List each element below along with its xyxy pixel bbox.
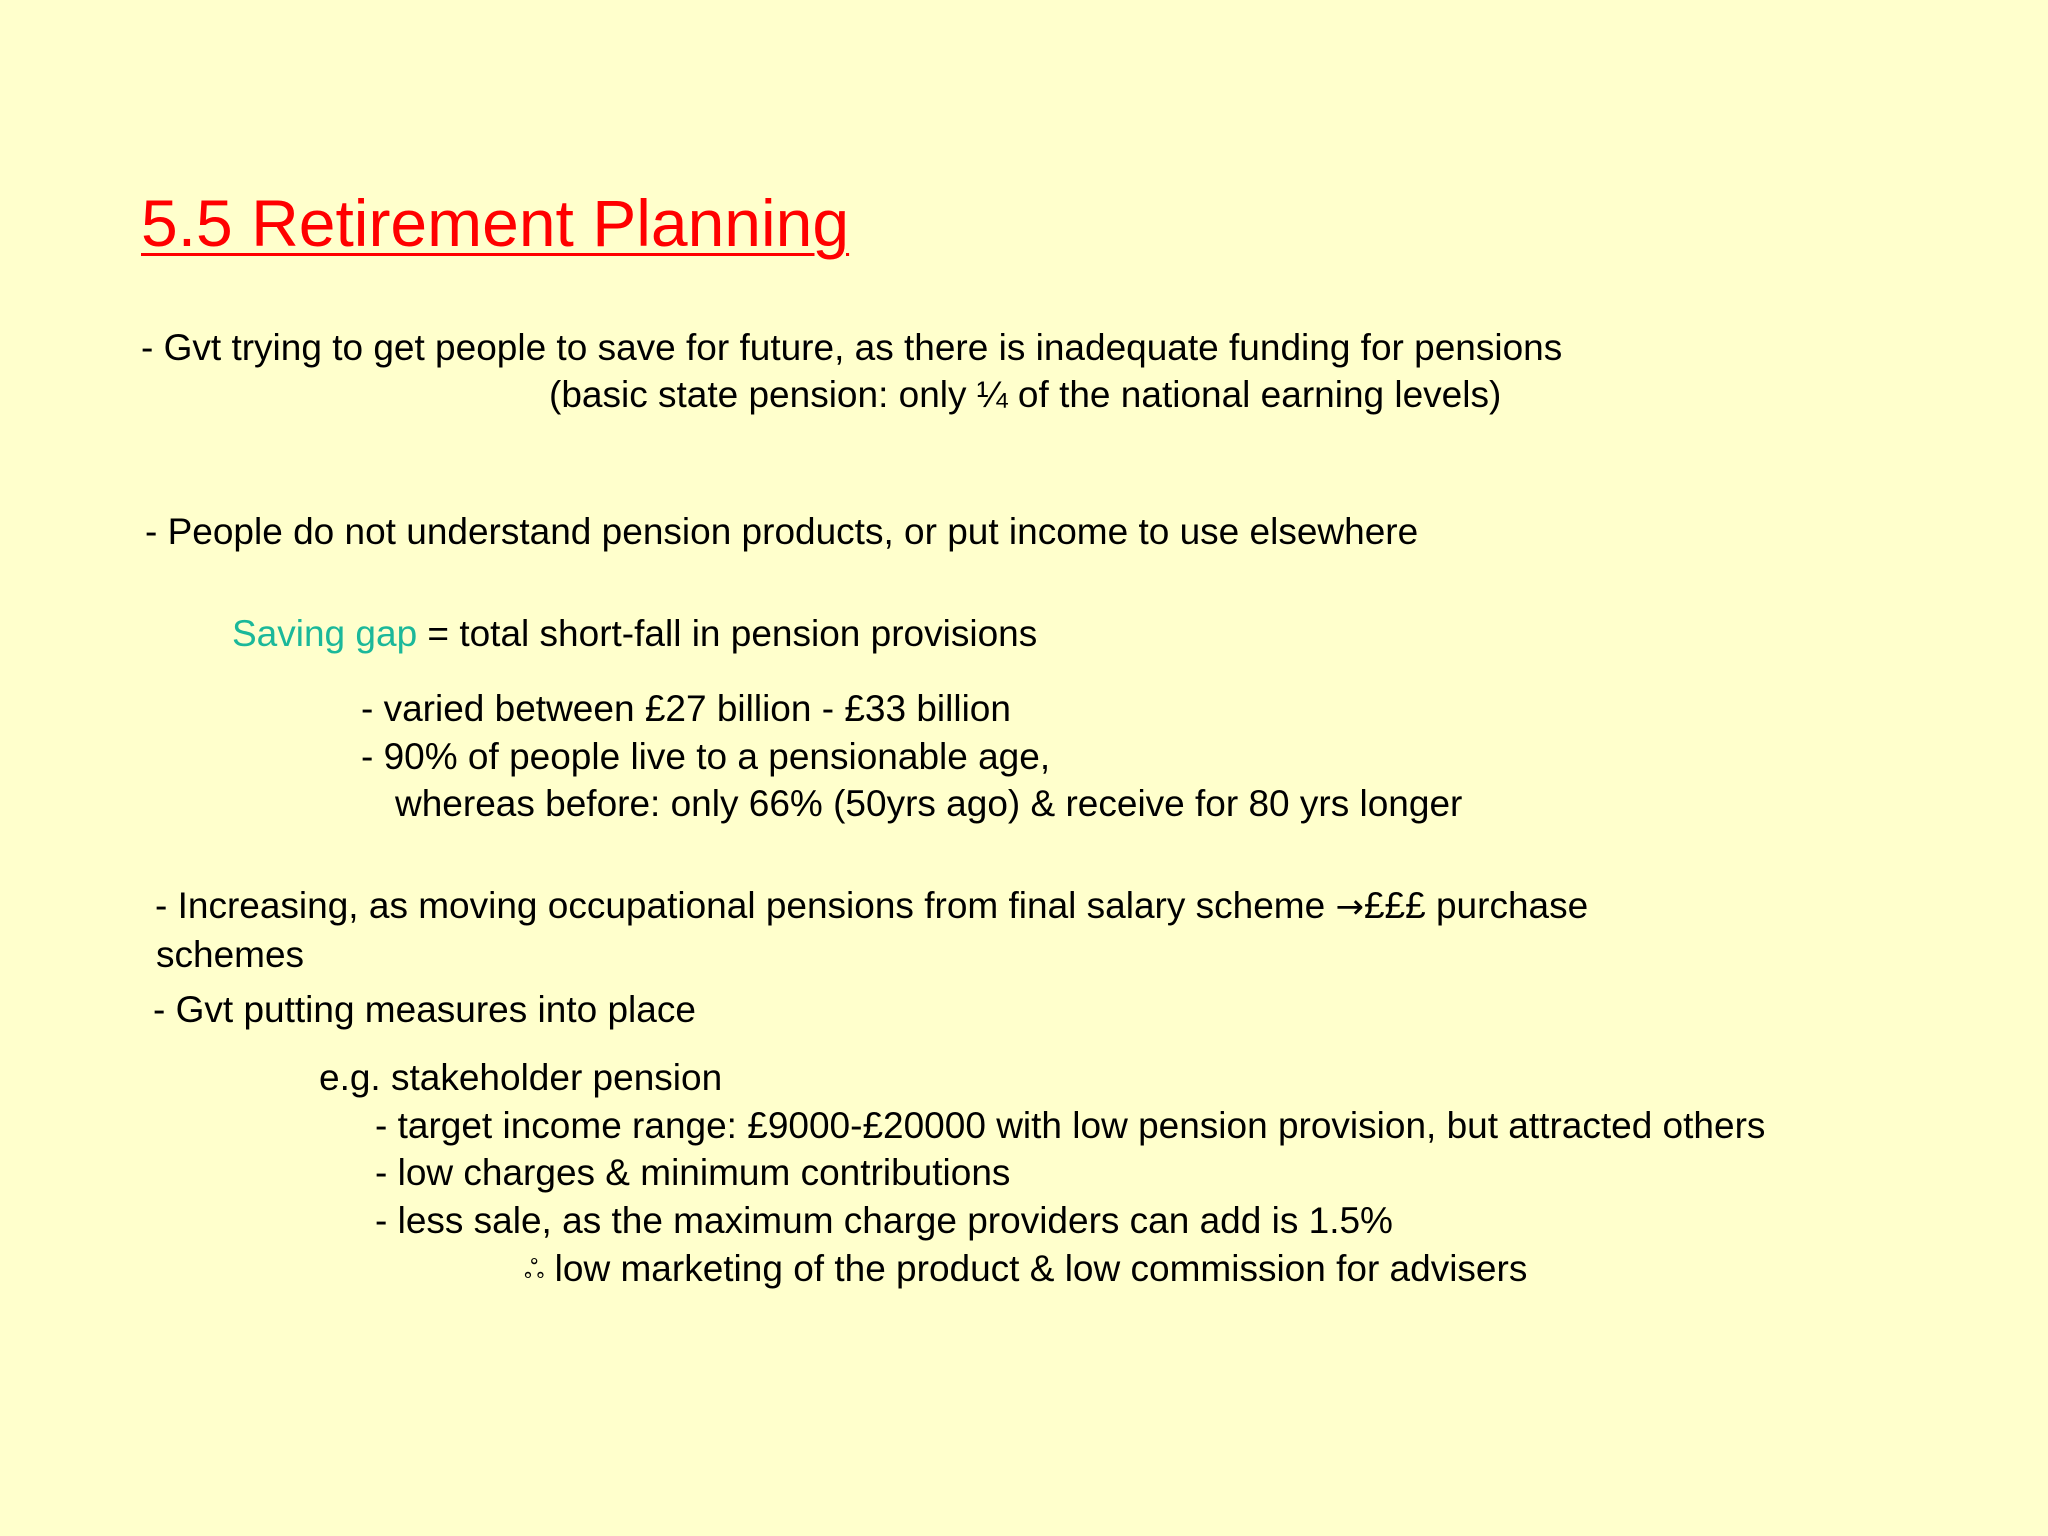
conclusion-text: low marketing of the product & low commission for advisers	[544, 1248, 1528, 1289]
example-low-charges: - low charges & minimum contributions	[375, 1152, 1011, 1193]
bullet-increasing-tail: £££ purchase	[1363, 885, 1589, 926]
sub-bullet-continuation: whereas before: only 66% (50yrs ago) & receive for 80 yrs longer	[395, 783, 1463, 824]
saving-gap-term: Saving gap	[232, 613, 418, 654]
saving-gap-text: = total short-fall in pension provisions	[417, 613, 1038, 654]
bullet-increasing-text: - Increasing, as moving occupational pensions from final salary scheme	[155, 885, 1336, 926]
bullet-people-understanding: - People do not understand pension products, or put income to use elsewhere	[145, 511, 1419, 552]
example-heading: e.g. stakeholder pension	[319, 1057, 723, 1098]
bullet-gvt-measures: - Gvt putting measures into place	[153, 989, 696, 1030]
bullet-increasing	[155, 885, 1589, 927]
example-target-income: - target income range: £9000-£20000 with low pension provision, but attracted others	[375, 1105, 1766, 1146]
saving-gap-definition	[232, 615, 1037, 652]
right-arrow-icon: →	[1335, 887, 1364, 927]
example-less-sale: - less sale, as the maximum charge providers can add is 1.5%	[375, 1200, 1393, 1241]
bullet-increasing-wrap: schemes	[156, 934, 305, 975]
slide-title: 5.5 Retirement Planning	[141, 186, 850, 260]
therefore-icon: ஃ	[524, 1255, 545, 1285]
conclusion-line	[524, 1250, 1527, 1287]
sub-bullet-varied: - varied between £27 billion - £33 billion	[361, 688, 1011, 729]
note-basic-state-pension: (basic state pension: only ¼ of the national earning levels)	[549, 374, 1502, 415]
sub-bullet-pensionable-age: - 90% of people live to a pensionable age,	[361, 736, 1051, 777]
bullet-gvt-saving: - Gvt trying to get people to save for future, as there is inadequate funding for pensions	[141, 327, 1563, 368]
